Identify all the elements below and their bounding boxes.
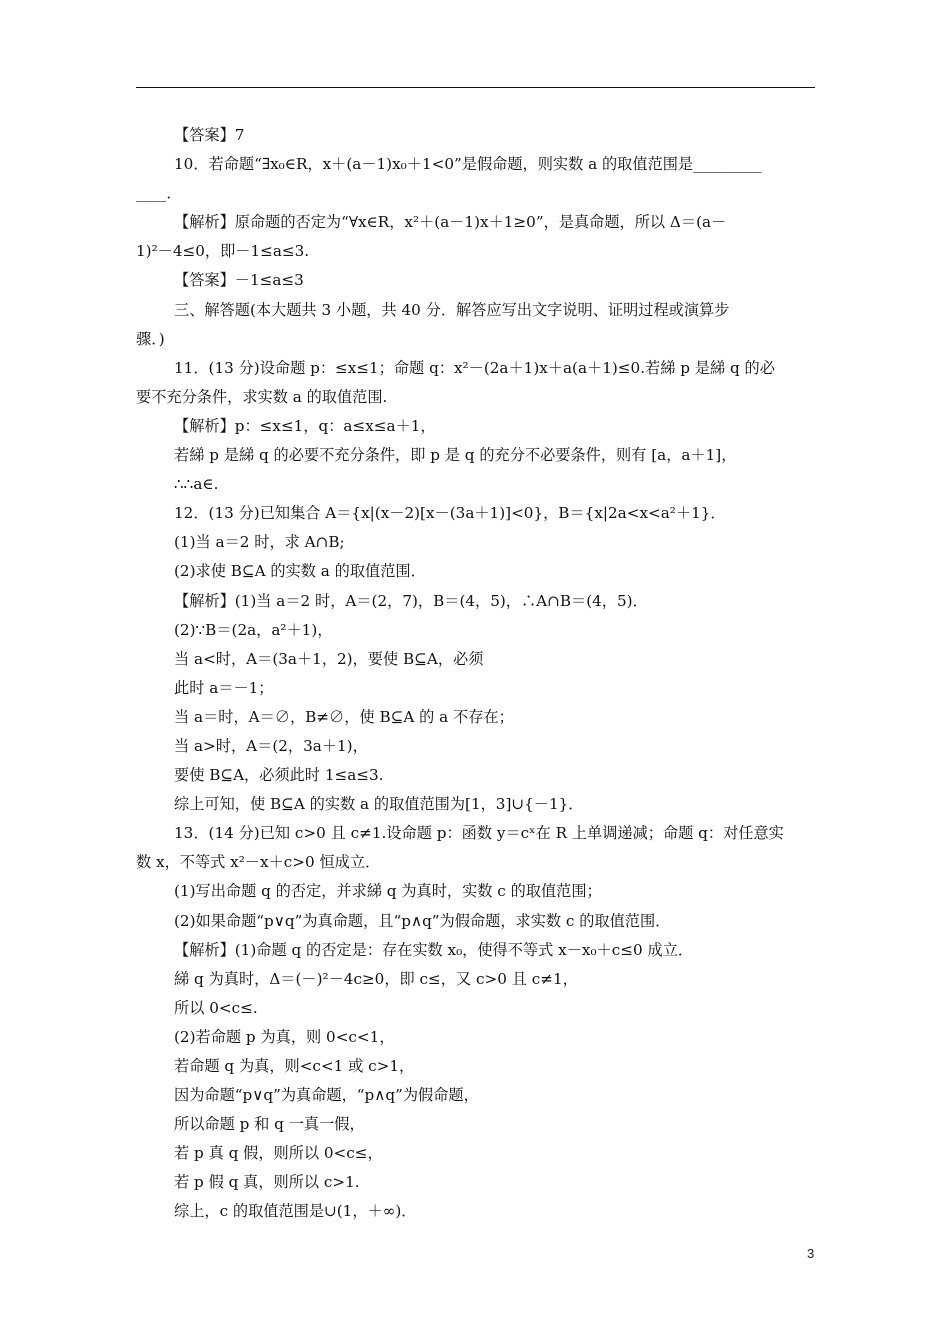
text-line: 所以 0<c≤. xyxy=(174,998,258,1017)
text-line: 综上，c 的取值范围是∪(1，＋∞)． xyxy=(174,1202,417,1221)
text-line: 三、解答题(本大题共 3 小题，共 40 分．解答应写出文字说明、证明过程或演算步 xyxy=(174,300,730,319)
text-line: 若綈 p 是綈 q 的必要不充分条件，即 p 是 q 的充分不必要条件，则有 [a，a＋1]， xyxy=(174,446,737,465)
document-body xyxy=(136,121,815,1227)
text-line: 【答案】7 xyxy=(174,126,245,144)
text-line: 要使 B⊆A，必须此时 1≤a≤3. xyxy=(174,766,384,785)
text-line: 【解析】(1)命题 q 的否定是：存在实数 x₀，使得不等式 x－x₀＋c≤0 成立． xyxy=(174,940,694,959)
text-line: (1)写出命题 q 的否定，并求綈 q 为真时，实数 c 的取值范围； xyxy=(174,882,602,901)
text-line: (2)求使 B⊆A 的实数 a 的取值范围． xyxy=(174,562,426,581)
text-line: ∴∴a∈. xyxy=(174,475,219,494)
text-line: 1)²－4≤0，即－1≤a≤3. xyxy=(136,242,310,261)
page-number: 3 xyxy=(807,1246,815,1261)
text-line: (1)当 a＝2 时，求 A∩B; xyxy=(174,533,345,552)
text-line: 13．(14 分)已知 c>0 且 c≠1.设命题 p：函数 y＝cˣ在 R 上单调递减；命题 q：对任意实 xyxy=(174,824,784,843)
text-line: 【解析】p：≤x≤1，q：a≤x≤a＋1， xyxy=(174,416,436,435)
text-line: 当 a<时，A＝(3a＋1，2)，要使 B⊆A，必须 xyxy=(174,649,484,668)
text-line: 12．(13 分)已知集合 A＝{x|(x－2)[x－(3a＋1)]<0}，B＝{x|2a<x<a²＋1}． xyxy=(174,504,726,523)
text-line: 若 p 假 q 真，则所以 c>1. xyxy=(174,1173,360,1192)
header-rule xyxy=(136,87,815,88)
text-line: 数 x，不等式 x²－x＋c>0 恒成立． xyxy=(136,853,381,872)
text-line: (2)如果命题“p∨q”为真命题，且“p∧q”为假命题，求实数 c 的取值范围． xyxy=(174,911,671,930)
text-line: 综上可知，使 B⊆A 的实数 a 的取值范围为[1，3]∪{－1}． xyxy=(174,795,584,814)
text-line: 所以命题 p 和 q 一真一假， xyxy=(174,1115,365,1134)
text-line: 要不充分条件，求实数 a 的取值范围. xyxy=(136,387,388,406)
text-line: ____． xyxy=(136,184,182,203)
text-line: 当 a>时，A＝(2，3a＋1)， xyxy=(174,736,368,755)
text-line: 【答案】－1≤a≤3 xyxy=(174,271,304,290)
text-line: 骤．) xyxy=(136,329,165,348)
text-line: 此时 a＝－1； xyxy=(174,678,274,697)
text-line: 11．(13 分)设命题 p：≤x≤1；命题 q：x²－(2a＋1)x＋a(a＋1)≤0.若綈 p 是綈 q 的必 xyxy=(174,358,775,377)
text-line: 因为命题“p∨q”为真命题，“p∧q”为假命题， xyxy=(174,1086,479,1105)
text-line: 綈 q 为真时，Δ＝(－)²－4c≥0，即 c≤，又 c>0 且 c≠1， xyxy=(174,969,578,988)
text-line: 10．若命题“∃x₀∈R，x＋(a－1)x₀＋1<0”是假命题，则实数 a 的取值范围是_________ xyxy=(174,155,762,174)
text-line: (2)∵B＝(2a，a²＋1)， xyxy=(174,620,333,639)
text-line: 【解析】原命题的否定为“∀x∈R，x²＋(a－1)x＋1≥0”，是真命题，所以 Δ＝(a－ xyxy=(174,213,727,232)
text-line: 当 a＝时，A＝∅，B≠∅，使 B⊆A 的 a 不存在； xyxy=(174,707,514,726)
text-line: 若命题 q 为真，则<c<1 或 c>1， xyxy=(174,1057,415,1075)
text-line: 若 p 真 q 假，则所以 0<c≤， xyxy=(174,1144,383,1163)
text-line: 【解析】(1)当 a＝2 时，A＝(2，7)，B＝(4，5)，∴A∩B＝(4，5)． xyxy=(174,591,648,610)
text-line: (2)若命题 p 为真，则 0<c<1， xyxy=(174,1027,395,1046)
